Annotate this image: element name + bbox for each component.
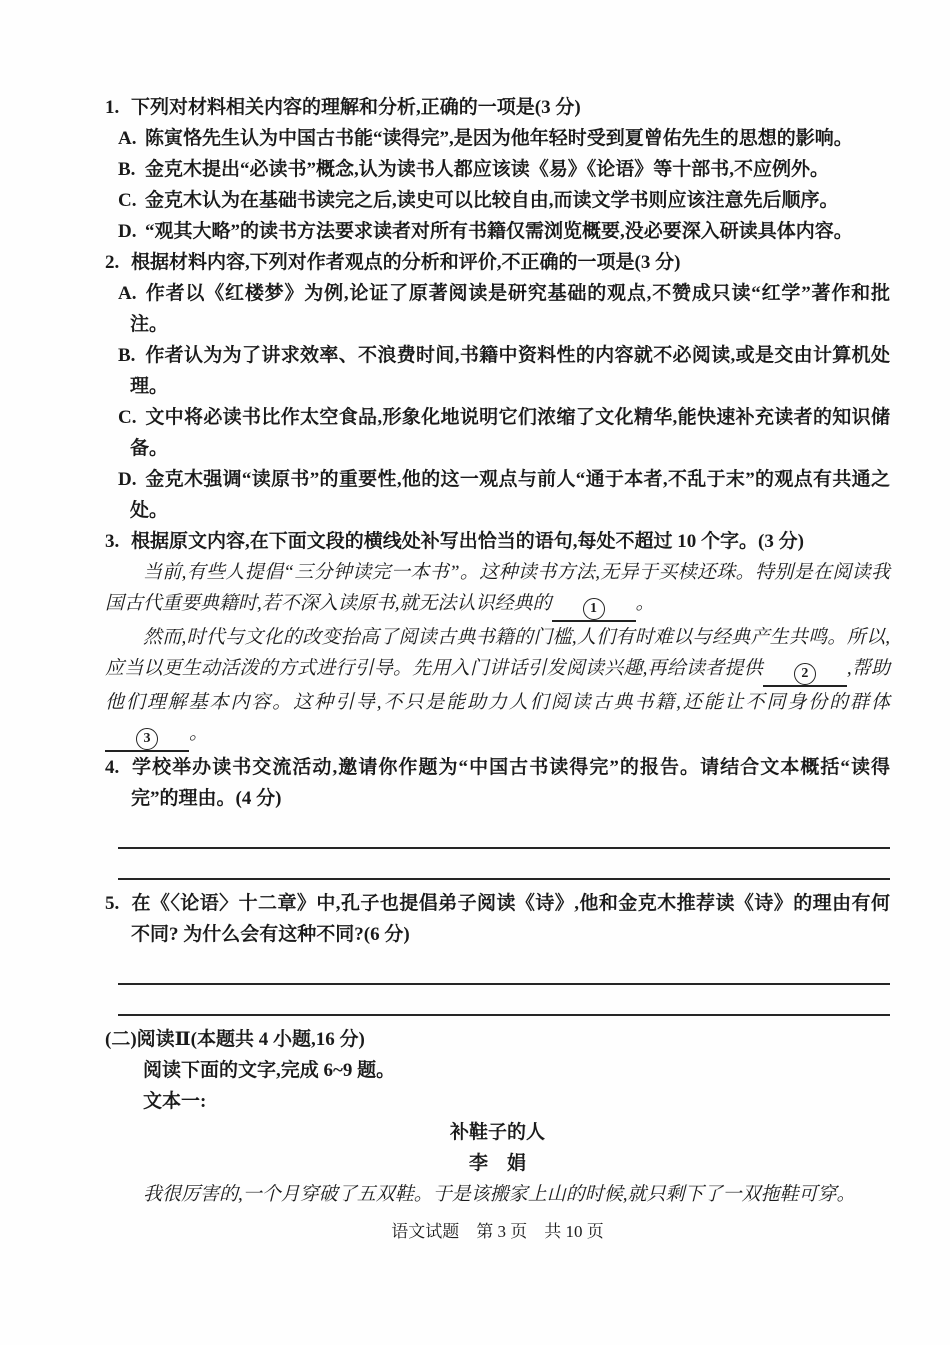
option-c-text: 文中将必读书比作太空食品,形象化地说明它们浓缩了文化精华,能快速补充读者的知识储备。	[130, 407, 890, 459]
question-1-option-c	[118, 185, 890, 216]
question-3-number: 3.	[105, 531, 120, 552]
question-2-stem	[105, 247, 890, 278]
question-4-stem	[105, 752, 890, 814]
section-2-heading: (二)阅读Ⅱ(本题共 4 小题,16 分)	[105, 1029, 365, 1050]
question-4	[105, 752, 890, 814]
option-a-text: 作者以《红楼梦》为例,论证了原著阅读是研究基础的观点,不赞成只读“红学”著作和批注。	[130, 283, 890, 335]
text-one-label: 文本一:	[143, 1091, 207, 1112]
option-c-label: C.	[118, 407, 137, 428]
passage-p2-end: 。	[189, 723, 209, 744]
question-3	[105, 526, 890, 557]
option-d-label: D.	[118, 469, 137, 490]
option-a-text: 陈寅恪先生认为中国古书能“读得完”,是因为他年轻时受到夏曾佑先生的思想的影响。	[145, 128, 853, 149]
essay-author: 李 娟	[468, 1153, 526, 1174]
question-5	[105, 888, 890, 950]
option-b-text: 金克木提出“必读书”概念,认为读书人都应该读《易》《论语》等十部书,不应例外。	[145, 159, 830, 180]
question-1-stem	[105, 92, 890, 123]
option-d-label: D.	[118, 221, 137, 242]
section-2-instruction: 阅读下面的文字,完成 6~9 题。	[143, 1060, 396, 1081]
question-1-option-b	[118, 154, 890, 185]
blank-3	[105, 718, 189, 752]
passage-p1-text: 当前,有些人提倡“三分钟读完一本书”。这种读书方法,无异于买椟还珠。特别是在阅读我国古代重要典籍时,若不深入读原书,就无法认识经典的	[105, 562, 890, 614]
option-a-label: A.	[118, 283, 137, 304]
answer-line	[118, 820, 890, 849]
question-5-stem	[105, 888, 890, 950]
passage-p2-text: 然而,时代与文化的改变抬高了阅读古典书籍的门槛,人们有时难以与经典产生共鸣。所以,应当以更生动活泼的方式进行引导。先用入门讲话引发阅读兴趣,再给读者提供	[105, 627, 890, 679]
question-2-stem-text: 根据材料内容,下列对作者观点的分析和评价,不正确的一项是(3 分)	[131, 252, 681, 273]
question-1-stem-text: 下列对材料相关内容的理解和分析,正确的一项是(3 分)	[131, 97, 581, 118]
answer-line	[118, 985, 890, 1016]
passage-paragraph-1	[105, 557, 890, 622]
question-1	[105, 92, 890, 247]
question-4-number: 4.	[105, 757, 120, 778]
question-2-option-c	[118, 402, 890, 464]
question-1-option-a	[118, 123, 890, 154]
question-5-number: 5.	[105, 893, 120, 914]
question-1-number: 1.	[105, 97, 120, 118]
circled-1-marker: 1	[583, 598, 605, 620]
question-3-stem	[105, 526, 890, 557]
option-d-text: 金克木强调“读原书”的重要性,他的这一观点与前人“通于本者,不乱于末”的观点有共通之处。	[130, 469, 890, 521]
essay-title: 补鞋子的人	[449, 1122, 545, 1143]
blank-2	[763, 653, 847, 687]
passage-p2-mid: ,帮助他们理解基本内容。这种引导,不只是能助力人们阅读古典书籍,还能让不同身份的群体	[105, 658, 890, 713]
question-2	[105, 247, 890, 526]
page-footer: 语文试题 第 3 页 共 10 页	[391, 1222, 604, 1241]
question-2-option-b	[118, 340, 890, 402]
question-1-option-d	[118, 216, 890, 247]
exam-content	[105, 92, 890, 1247]
question-5-answer-area	[118, 956, 890, 1016]
circled-3-marker: 3	[136, 728, 158, 750]
answer-line	[118, 849, 890, 880]
question-3-passage	[105, 557, 890, 752]
blank-1	[552, 588, 636, 622]
passage-p1-end: 。	[635, 593, 655, 614]
option-b-label: B.	[118, 159, 136, 180]
question-3-stem-text: 根据原文内容,在下面文段的横线处补写出恰当的语句,每处不超过 10 个字。(3 分)	[131, 531, 804, 552]
question-4-stem-text: 学校举办读书交流活动,邀请你作题为“中国古书读得完”的报告。请结合文本概括“读得完”的理由。(4 分)	[131, 757, 890, 809]
option-d-text: “观其大略”的读书方法要求读者对所有书籍仅需浏览概要,没必要深入研读具体内容。	[145, 221, 853, 242]
option-c-text: 金克木认为在基础书读完之后,读史可以比较自由,而读文学书则应该注意先后顺序。	[145, 190, 839, 211]
question-2-number: 2.	[105, 252, 120, 273]
option-b-label: B.	[118, 345, 136, 366]
essay-paragraph: 我很厉害的,一个月穿破了五双鞋。于是该搬家上山的时候,就只剩下了一双拖鞋可穿。	[143, 1184, 856, 1205]
option-b-text: 作者认为为了讲求效率、不浪费时间,书籍中资料性的内容就不必阅读,或是交由计算机处理。	[130, 345, 890, 397]
answer-line	[118, 956, 890, 985]
question-4-answer-area	[118, 820, 890, 880]
question-2-option-a	[118, 278, 890, 340]
circled-2-marker: 2	[794, 663, 816, 685]
question-2-option-d	[118, 464, 890, 526]
option-c-label: C.	[118, 190, 137, 211]
question-5-stem-text: 在《〈论语〉十二章》中,孔子也提倡弟子阅读《诗》,他和金克木推荐读《诗》的理由有何不同? 为什么会有这种不同?(6 分)	[131, 893, 890, 945]
passage-paragraph-2	[105, 622, 890, 752]
option-a-label: A.	[118, 128, 137, 149]
